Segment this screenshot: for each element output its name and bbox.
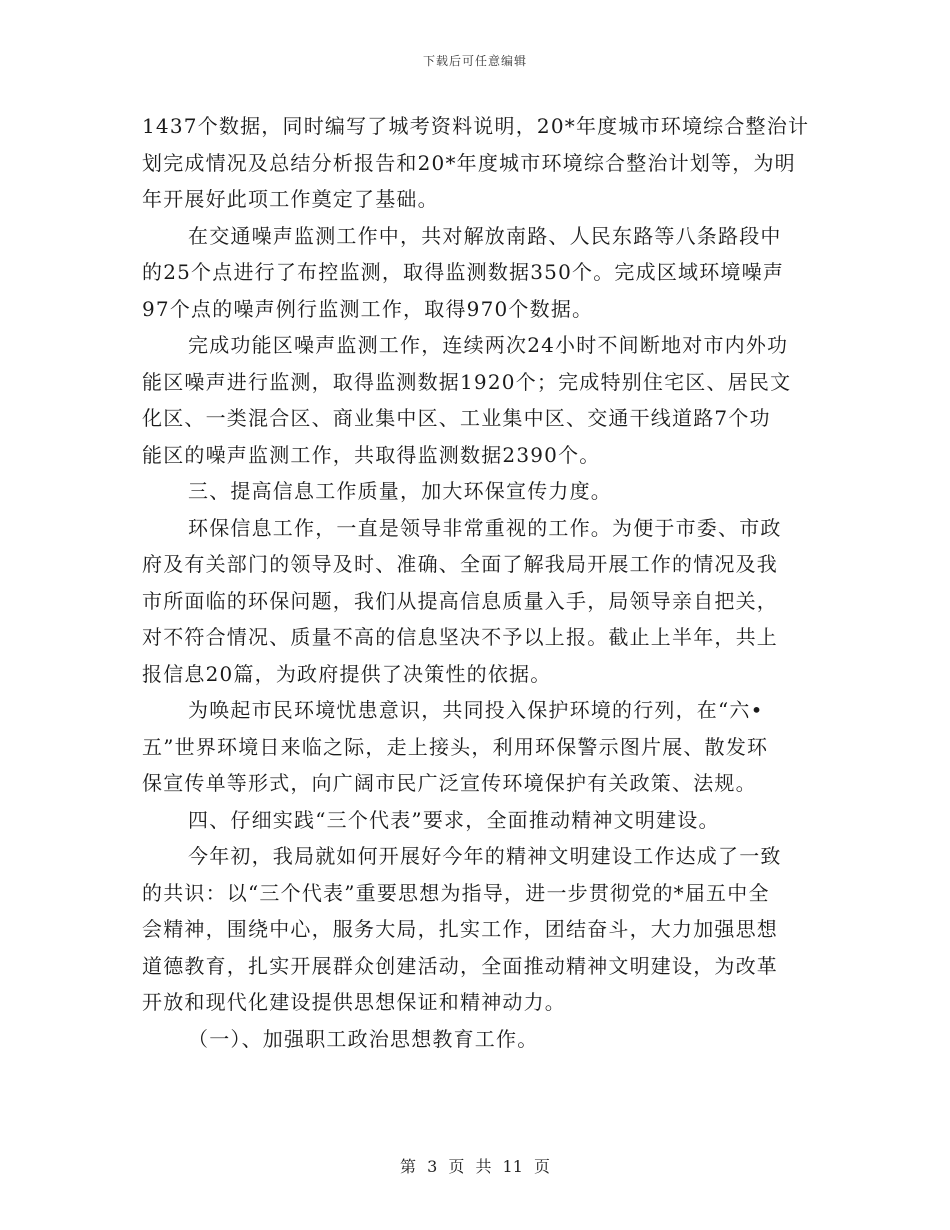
text-line: （一）、加强职工政治思想教育工作。: [188, 1026, 539, 1051]
document-body: [142, 108, 808, 1057]
text-line: 为唤起市民环境忧患意识，共同投入保护环境的行列，在“六•: [188, 698, 764, 722]
text-line: 报信息20篇，为政府提供了决策性的依据。: [142, 661, 552, 686]
text-line: 在交通噪声监测工作中，共对解放南路、人民东路等八条路段中: [188, 223, 782, 248]
text-line: 完成功能区噪声监测工作，连续两次24小时不间断地对市内外功: [188, 333, 789, 357]
text-line: 化区、一类混合区、商业集中区、工业集中区、交通干线道路7个功: [142, 406, 771, 430]
text-line: 府及有关部门的领导及时、准确、全面了解我局开展工作的情况及我: [142, 552, 778, 576]
text-line: 年开展好此项工作奠定了基础。: [142, 187, 439, 211]
text-line: 对不符合情况、质量不高的信息坚决不予以上报。截止上半年，共上: [142, 625, 778, 649]
text-line: 道德教育，扎实开展群众创建活动，全面推动精神文明建设，为改革: [142, 953, 778, 978]
text-line: 保宣传单等形式，向广阔市民广泛宣传环境保护有关政策、法规。: [142, 771, 757, 795]
text-line: 今年初，我局就如何开展好今年的精神文明建设工作达成了一致: [188, 844, 782, 868]
text-line: 的共识：以“三个代表”重要思想为指导，进一步贯彻党的*届五中全: [142, 880, 770, 905]
text-line: 能区的噪声监测工作，共取得监测数据2390个。: [142, 442, 601, 467]
text-line: 市所面临的环保问题，我们从提高信息质量入手，局领导亲自把关，: [142, 588, 778, 613]
text-line: 四、仔细实践“三个代表”要求，全面推动精神文明建设。: [188, 807, 720, 832]
text-line: 的25个点进行了布控监测，取得监测数据350个。完成区域环境噪声: [142, 260, 785, 284]
page-header: 下载后可任意编辑: [422, 54, 527, 68]
text-line: 开放和现代化建设提供思想保证和精神动力。: [142, 990, 566, 1014]
text-line: 划完成情况及总结分析报告和20*年度城市环境综合整治计划等，为明: [142, 150, 796, 175]
text-line: 会精神，围绕中心，服务大局，扎实工作，团结奋斗，大力加强思想: [142, 917, 778, 941]
text-line: 97个点的噪声例行监测工作，取得970个数据。: [142, 296, 594, 321]
text-line: 能区噪声进行监测，取得监测数据1920个；完成特别住宅区、居民文: [142, 369, 792, 394]
text-line: 1437个数据，同时编写了城考资料说明，20*年度城市环境综合整治计: [142, 114, 810, 138]
text-line: 五”世界环境日来临之际，走上接头，利用环保警示图片展、散发环: [142, 734, 769, 759]
text-line: 环保信息工作，一直是领导非常重视的工作。为便于市委、市政: [188, 515, 782, 540]
page-footer: 第 3 页 共 11 页: [400, 1157, 550, 1176]
text-line: 三、提高信息工作质量，加大环保宣传力度。: [188, 479, 612, 503]
